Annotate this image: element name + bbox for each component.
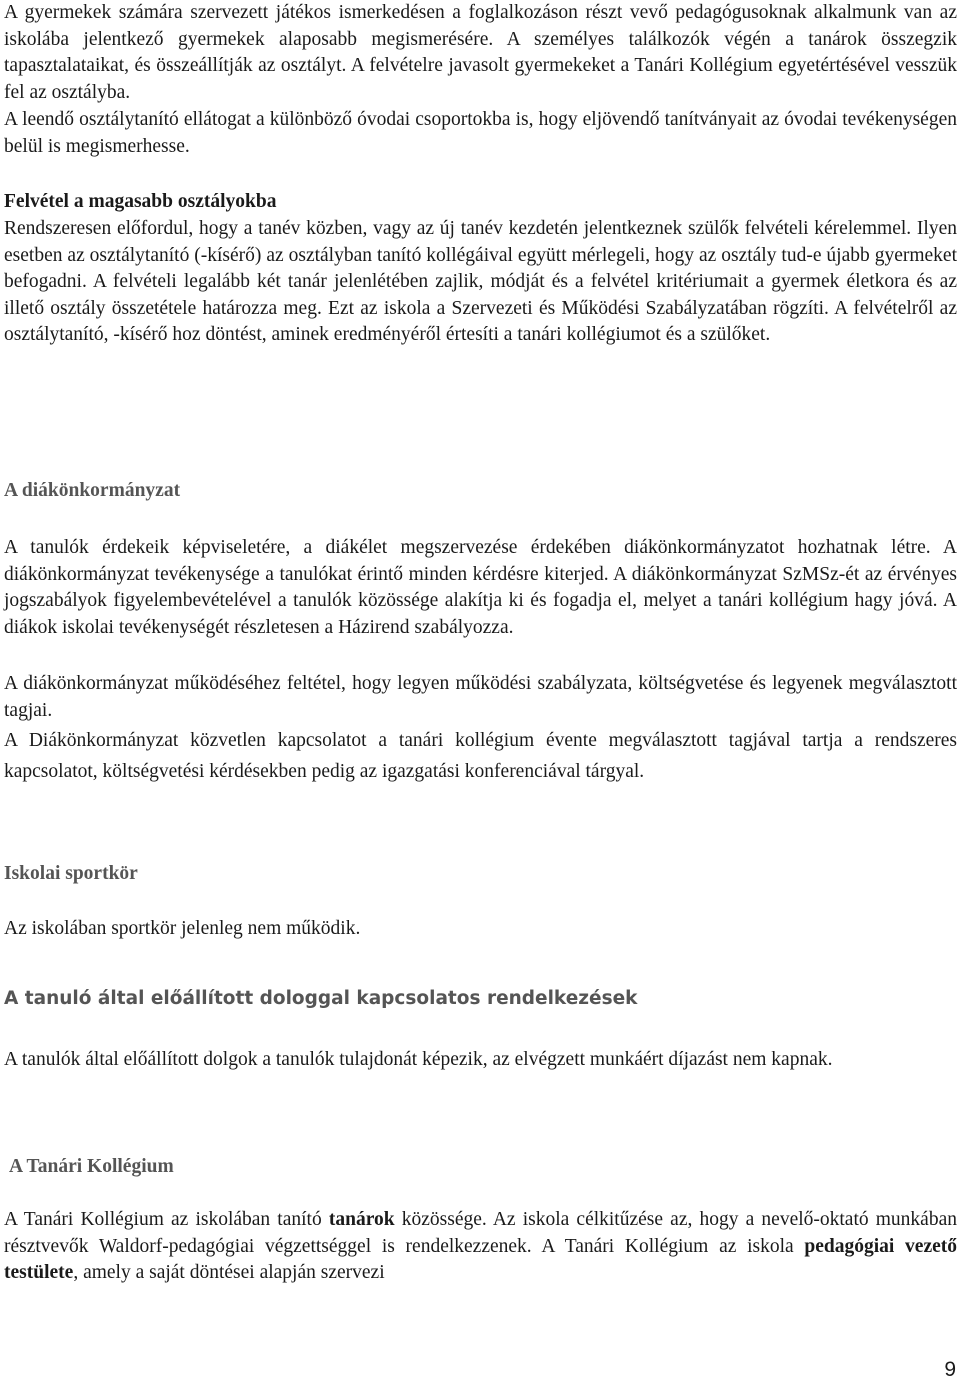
felvetel-paragraph: Rendszeresen előfordul, hogy a tanév közben, vagy az új tanév kezdetén jelentkeznek szülők felvételi kérelemmel. Ilyen esetben az osztálytanító (-kísérő) az osztályban tanító kollégáival együtt mérlegeli, hogy az osztály tud-e újabb gyermeket befogadni. A felvételi legalább két tanár jelenlétében zajlik, módját és a felvétel kritériumait a gyermek életkora és az illető osztály összetétele határozza meg. Ezt az iskola a Szervezeti és Működési Szabályzatában rögzíti. A felvételről az osztálytanító, -kísérő hoz döntést, aminek eredményéről értesíti a tanári kollégiumot és a szülőket.	[4, 218, 957, 345]
intro-paragraph-2: A leendő osztálytanító ellátogat a különböző óvodai csoportokba is, hogy eljövendő tanítványait az óvodai tevékenységen belül is megismerhesse.	[4, 109, 957, 157]
dolog-paragraph: A tanulók által előállított dolgok a tanulók tulajdonát képezik, az elvégzett munkáért díjazást nem kapnak.	[4, 1049, 833, 1070]
kollegium-text-3: , amely a saját döntései alapján szervezi	[73, 1262, 385, 1283]
diakonkormanyzat-paragraph-3: A Diákönkormányzat közvetlen kapcsolatot a tanári kollégium évente megválasztott tagjával tartja a rendszeres kapcsolatot, költségvetési kérdésekben pedig az igazgatási konferenciával tárgyal.	[4, 730, 957, 782]
intro-paragraph-1: A gyermekek számára szervezett játékos ismerkedésen a foglalkozáson részt vevő pedagógusoknak alkalmunk van az iskolába jelentkező gyermekek alaposabb megismerésére. A személyes találkozók végén a tanárok összegzik tapasztalataikat, és összeállítják az osztályt. A felvételre javasolt gyermekeket a Tanári Kollégium egyetértésével vesszük fel az osztályba.	[4, 2, 957, 103]
section-heading-diakonkormanyzat: A diákönkormányzat	[4, 480, 181, 501]
section-heading-dolog: A tanuló által előállított dologgal kapcsolatos rendelkezések	[4, 988, 638, 1009]
diakonkormanyzat-paragraph-1: A tanulók érdekeik képviseletére, a diákélet megszervezése érdekében diákönkormányzatot hozhatnak létre. A diákönkormányzat tevékenysége a tanulókat érintő minden kérdésre kiterjed. A diákönkormányzat SzMSz-ét az érvényes jogszabályok figyelembevételével a tanulók közössége alakítja ki és fogadja el, melyet a tanári kollégium hagy jóvá. A diákok iskolai tevékenységét részletesen a Házirend szabályozza.	[4, 537, 957, 638]
diakonkormanyzat-paragraph-2: A diákönkormányzat működéséhez feltétel, hogy legyen működési szabályzata, költségvetése és legyenek megválasztott tagjai.	[4, 673, 957, 721]
kollegium-text-2: közössége. Az iskola célkitűzése az, hogy a nevelő-oktató munkában résztvevők Waldorf-pedagógiai végzettséggel is rendelkezzenek. A Tanári Kollégium az iskola	[4, 1209, 957, 1257]
section-heading-felvetel: Felvétel a magasabb osztályokba	[4, 191, 277, 212]
sportkor-paragraph: Az iskolában sportkör jelenleg nem működik.	[4, 918, 361, 939]
page-number: 9	[944, 1358, 956, 1381]
kollegium-paragraph	[4, 1207, 957, 1287]
kollegium-bold-testulet: pedagógiai vezető testülete	[4, 1235, 957, 1283]
kollegium-bold-tanarok: tanárok	[328, 1209, 395, 1230]
section-heading-kollegium: A Tanári Kollégium	[9, 1156, 174, 1177]
kollegium-text-1: A Tanári Kollégium az iskolában tanító	[4, 1209, 329, 1230]
section-heading-sportkor: Iskolai sportkör	[4, 863, 138, 884]
